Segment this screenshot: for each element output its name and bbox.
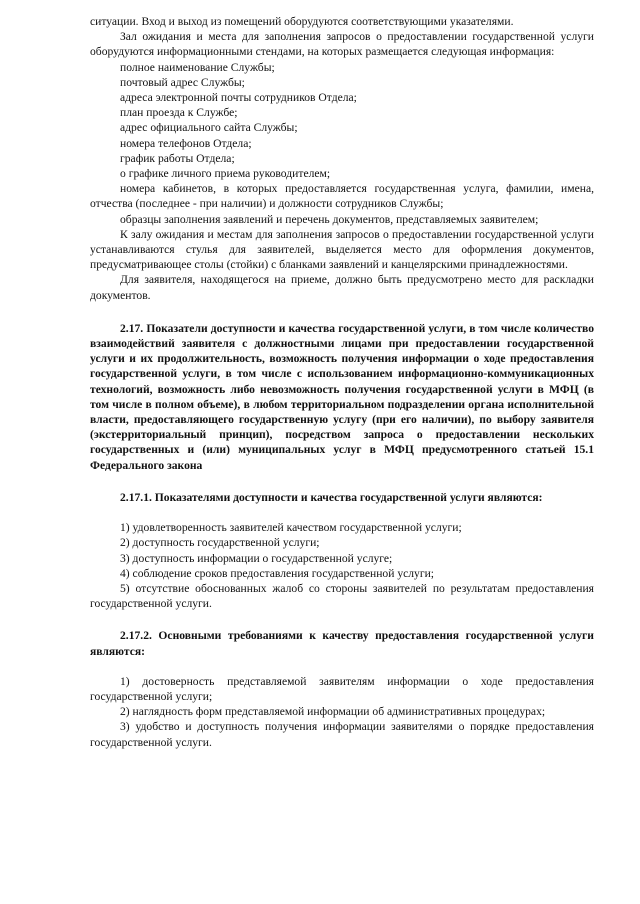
section-heading-2-17-2: 2.17.2. Основными требованиями к качеству предоставления государственной услуги являются:	[90, 629, 594, 658]
list-item: 1) достоверность представляемой заявителям информации о ходе предоставления государственной услуги;	[90, 674, 594, 703]
spacer	[90, 659, 594, 674]
list-item: 4) соблюдение сроков предоставления государственной услуги;	[120, 566, 435, 580]
list-item: график работы Отдела;	[120, 151, 235, 165]
paragraph-document-space: Для заявителя, находящегося на приеме, должно быть предусмотрено место для раскладки документов.	[90, 273, 594, 302]
section-heading-2-17: 2.17. Показатели доступности и качества государственной услуги, в том числе количество взаимодействий заявителя с должностными лицами при предоставлении государственной услуги и их продолжительность, возможность получения информации о ходе предоставления государственной услуги, в том числе с использованием информационно-коммуникационных технологий, возможность либо невозможность получения государственной услуги в МФЦ (в том числе в полном объеме), в любом территориальном подразделении органа исполнительной власти, предоставляющего государственную услугу (при его наличии), по выбору заявителя (экстерриториальный принцип), посредством запроса о предоставлении нескольких государственных и (или) муниципальных услуг в МФЦ предусмотренного статьей 15.1 Федерального закона	[90, 321, 594, 472]
list-item: номера кабинетов, в которых предоставляется государственная услуга, фамилии, имена, отчества (последнее - при наличии) и должности сотрудников Службы;	[90, 182, 594, 211]
paragraph-waiting-area: К залу ожидания и местам для заполнения запросов о предоставлении государственной услуги устанавливаются стулья для заявителей, выделяется место для оформления документов, предусматривающее столы (стойки) с бланками заявлений и канцелярскими принадлежностями.	[90, 227, 594, 272]
list-item: адрес официального сайта Службы;	[120, 121, 298, 135]
paragraph-continuation: ситуации. Вход и выход из помещений оборудуются соответствующими указателями.	[90, 15, 514, 28]
list-item: 3) доступность информации о государственной услуге;	[120, 551, 393, 565]
list-item: 5) отсутствие обоснованных жалоб со стороны заявителей по результатам предоставления государственной услуги.	[90, 581, 594, 611]
list-item: 1) удовлетворенность заявителей качеством государственной услуги;	[120, 521, 462, 535]
list-item: 2) доступность государственной услуги;	[120, 536, 320, 550]
list-item: о графике личного приема руководителем;	[120, 167, 331, 181]
spacer	[90, 611, 594, 628]
list-item: почтовый адрес Службы;	[120, 75, 245, 89]
section-heading-2-17-1: 2.17.1. Показателями доступности и качества государственной услуги являются:	[120, 490, 543, 504]
spacer	[90, 303, 594, 321]
list-item: номера телефонов Отдела;	[120, 136, 252, 150]
list-item: 2) наглядность форм представляемой информации об административных процедурах;	[120, 705, 546, 719]
paragraph-info-stands: Зал ожидания и места для заполнения запросов о предоставлении государственной услуги оборудуются информационными стендами, на которых размещается следующая информация:	[90, 30, 594, 59]
info-list	[90, 60, 594, 227]
spacer	[90, 505, 594, 520]
list-item: 3) удобство и доступность получения информации заявителями о порядке предоставления государственной услуги.	[90, 720, 594, 749]
list-item: полное наименование Службы;	[120, 60, 275, 74]
list-item: адреса электронной почты сотрудников Отдела;	[120, 91, 357, 105]
spacer	[90, 473, 594, 490]
list-item: план проезда к Службе;	[120, 106, 238, 120]
indicators-list	[90, 520, 594, 611]
list-item: образцы заполнения заявлений и перечень документов, представляемых заявителем;	[120, 212, 539, 226]
requirements-list	[90, 674, 594, 750]
